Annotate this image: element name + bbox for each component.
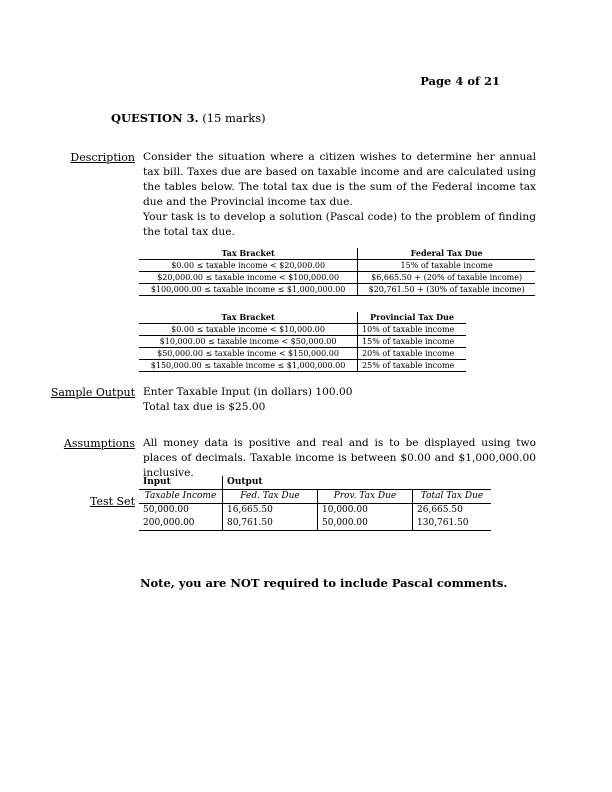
- assumptions-text: All money data is positive and real and is to be displayed using two places of decimals. Taxable income is between $0.00 and $1,000,000.00 inclusive.: [143, 437, 536, 479]
- table-row: [139, 360, 466, 372]
- question-marks: (15 marks): [202, 111, 266, 125]
- table-cell: $20,000.00 ≤ taxable income < $100,000.00: [139, 272, 358, 284]
- table-cell: 50,000.00: [318, 517, 413, 531]
- table-cell: 16,665.50: [223, 504, 318, 518]
- sample-output-label: Sample Output: [50, 386, 135, 399]
- federal-tax-table: [139, 248, 535, 296]
- table-cell: 200,000.00: [143, 518, 195, 528]
- table-cell: $6,665.50 + (20% of taxable income): [358, 272, 535, 284]
- provincial-header-due: Provincial Tax Due: [358, 312, 466, 324]
- table-cell: 15% of taxable income: [358, 260, 535, 272]
- table-cell: 15% of taxable income: [358, 336, 466, 348]
- sample-output-line-1: Enter Taxable Input (in dollars) 100.00: [143, 386, 353, 398]
- table-cell: 25% of taxable income: [358, 360, 466, 372]
- pascal-comments-note: Note, you are NOT required to include Pascal comments.: [140, 576, 508, 590]
- table-cell: $20,761.50 + (30% of taxable income): [358, 284, 535, 296]
- table-cell: 50,000.00: [143, 505, 189, 515]
- page-number: Page 4 of 21: [420, 74, 500, 88]
- table-cell: 26,665.50: [413, 504, 492, 518]
- table-cell: 130,761.50: [413, 517, 492, 531]
- test-subheader-total: Total Tax Due: [413, 490, 492, 504]
- test-subheader-prov: Prov. Tax Due: [318, 490, 413, 504]
- provincial-tax-table: [139, 312, 466, 372]
- table-row: [139, 504, 491, 518]
- question-title: [111, 111, 266, 125]
- table-cell: $0.00 ≤ taxable income < $20,000.00: [139, 260, 358, 272]
- question-number: QUESTION 3.: [111, 111, 199, 125]
- table-row: [139, 336, 466, 348]
- table-cell: 20% of taxable income: [358, 348, 466, 360]
- federal-header-due: Federal Tax Due: [358, 248, 535, 260]
- description-paragraph-1: Consider the situation where a citizen wishes to determine her annual tax bill. Taxes due are based on taxable income and are calculated using the tables below. The total tax due is the sum of the Federal income tax due and the Provincial income tax due.: [143, 151, 536, 208]
- description-paragraph-2: Your task is to develop a solution (Pascal code) to the problem of finding the total tax due.: [143, 211, 536, 238]
- test-subheader-taxable: Taxable Income: [139, 490, 223, 504]
- table-cell: $50,000.00 ≤ taxable income < $150,000.00: [139, 348, 358, 360]
- test-input-group-header: Input: [139, 476, 223, 490]
- table-row: [139, 260, 535, 272]
- test-set-table: [139, 476, 491, 531]
- table-cell: 10,000.00: [318, 504, 413, 518]
- test-set-label: Test Set: [89, 495, 135, 508]
- test-output-group-header: Output: [223, 476, 492, 490]
- table-cell: 10% of taxable income: [358, 324, 466, 336]
- table-row: [139, 324, 466, 336]
- table-cell: $10,000.00 ≤ taxable income < $50,000.00: [139, 336, 358, 348]
- table-row: [139, 348, 466, 360]
- table-cell: $100,000.00 ≤ taxable income ≤ $1,000,000.00: [139, 284, 358, 296]
- table-row: [139, 272, 535, 284]
- table-cell: $150,000.00 ≤ taxable income ≤ $1,000,000.00: [139, 360, 358, 372]
- table-row: [139, 284, 535, 296]
- table-cell: $0.00 ≤ taxable income < $10,000.00: [139, 324, 358, 336]
- sample-output-line-2: Total tax due is $25.00: [143, 401, 266, 413]
- federal-header-bracket: Tax Bracket: [139, 248, 358, 260]
- table-row: [139, 517, 491, 531]
- provincial-header-bracket: Tax Bracket: [139, 312, 358, 324]
- assumptions-label: Assumptions: [63, 437, 135, 450]
- table-cell: 80,761.50: [223, 517, 318, 531]
- description-label: Description: [70, 151, 135, 164]
- test-subheader-fed: Fed. Tax Due: [223, 490, 318, 504]
